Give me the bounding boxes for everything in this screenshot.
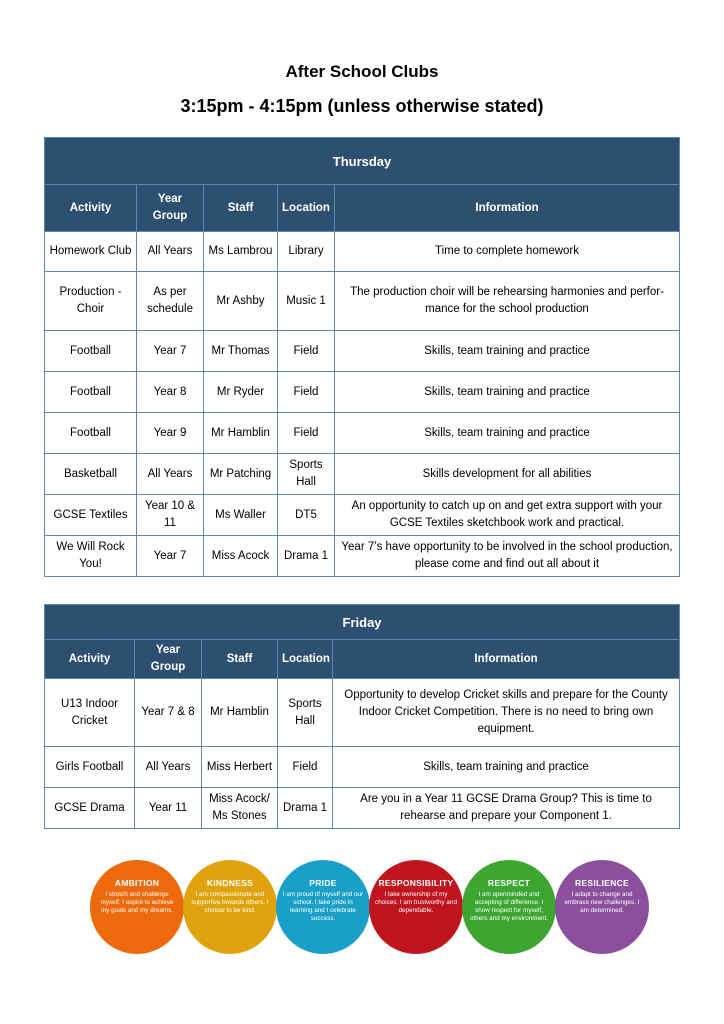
friday-table [44, 604, 680, 829]
staff-cell: Ms Lambrou [204, 232, 278, 272]
location-cell: Drama 1 [278, 536, 335, 577]
thursday-table [44, 137, 680, 577]
year-group-cell: As per schedule [137, 272, 204, 331]
location-cell: Library [278, 232, 335, 272]
value-description: I adapt to change and embrace new challenges. I am determined. [564, 891, 640, 914]
table-row [45, 788, 680, 829]
table-row [45, 536, 680, 577]
activity-cell: Girls Football [45, 747, 135, 788]
staff-cell: Mr Hamblin [202, 679, 278, 747]
staff-cell: Mr Thomas [204, 331, 278, 372]
activity-cell: Homework Club [45, 232, 137, 272]
activity-cell: Basketball [45, 454, 137, 495]
value-ambition-circle [90, 860, 184, 954]
value-resilience-circle [555, 860, 649, 954]
activity-cell: Football [45, 372, 137, 413]
column-header-information: Information [333, 640, 680, 679]
value-description: I take ownership of my choices. I am trustworthy and dependable. [375, 891, 457, 914]
value-description: I am compassionate and supportive towards others. I choose to be kind. [191, 891, 269, 914]
year-group-cell: Year 8 [137, 372, 204, 413]
column-header-staff: Staff [202, 640, 278, 679]
location-cell: Sports Hall [278, 679, 333, 747]
year-group-cell: All Years [137, 232, 204, 272]
value-title: KINDNESS [206, 878, 254, 888]
table-row [45, 454, 680, 495]
activity-cell: We Will Rock You! [45, 536, 137, 577]
year-group-cell: Year 7 & 8 [135, 679, 202, 747]
column-header-activity: Activity [45, 640, 135, 679]
staff-cell: Mr Ashby [204, 272, 278, 331]
column-header-location: Location [278, 640, 333, 679]
activity-cell: Football [45, 331, 137, 372]
staff-cell: Miss Acock/ Ms Stones [202, 788, 278, 829]
information-cell: The production choir will be rehearsing harmonies and perfor- mance for the school production [335, 272, 680, 331]
staff-cell: Miss Acock [204, 536, 278, 577]
staff-cell: Mr Ryder [204, 372, 278, 413]
information-cell: Skills development for all abilities [335, 454, 680, 495]
location-cell: Field [278, 747, 333, 788]
table-row [45, 495, 680, 536]
information-cell: Opportunity to develop Cricket skills and prepare for the County Indoor Cricket Competition. There is no need to bring own equipment. [333, 679, 680, 747]
activity-cell: GCSE Drama [45, 788, 135, 829]
information-cell: Skills, team training and practice [333, 747, 680, 788]
year-group-cell: Year 7 [137, 331, 204, 372]
value-title: PRIDE [309, 878, 337, 888]
value-description: I am openminded and accepting of difference. I show respect for myself, others and my environment. [469, 891, 549, 922]
table-day-heading: Thursday [45, 138, 680, 185]
value-description: I stretch and challenge myself. I aspire to achieve my goals and my dreams. [100, 891, 174, 914]
year-group-cell: All Years [135, 747, 202, 788]
location-cell: Music 1 [278, 272, 335, 331]
table-day-heading: Friday [45, 605, 680, 640]
column-header-year-group: Year Group [137, 185, 204, 232]
value-title: RESPECT [487, 878, 531, 888]
location-cell: Field [278, 413, 335, 454]
column-header-year-group: Year Group [135, 640, 202, 679]
location-cell: Sports Hall [278, 454, 335, 495]
table-row [45, 679, 680, 747]
school-values-banner [90, 860, 650, 954]
activity-cell: U13 Indoor Cricket [45, 679, 135, 747]
year-group-cell: All Years [137, 454, 204, 495]
activity-cell: GCSE Textiles [45, 495, 137, 536]
value-title: AMBITION [114, 878, 160, 888]
page-title: After School Clubs [285, 62, 439, 81]
information-cell: Skills, team training and practice [335, 331, 680, 372]
information-cell: An opportunity to catch up on and get extra support with your GCSE Textiles sketchbook work and practical. [335, 495, 680, 536]
table-row [45, 331, 680, 372]
information-cell: Are you in a Year 11 GCSE Drama Group? This is time to rehearse and prepare your Component 1. [333, 788, 680, 829]
staff-cell: Miss Herbert [202, 747, 278, 788]
value-pride-circle [276, 860, 370, 954]
column-header-staff: Staff [204, 185, 278, 232]
information-cell: Skills, team training and practice [335, 413, 680, 454]
value-kindness-circle [183, 860, 277, 954]
value-responsibility-circle [369, 860, 463, 954]
table-row [45, 413, 680, 454]
staff-cell: Ms Waller [204, 495, 278, 536]
location-cell: Drama 1 [278, 788, 333, 829]
location-cell: DT5 [278, 495, 335, 536]
table-row [45, 232, 680, 272]
activity-cell: Production - Choir [45, 272, 137, 331]
page-subtitle: 3:15pm - 4:15pm (unless otherwise stated) [180, 96, 544, 116]
year-group-cell: Year 11 [135, 788, 202, 829]
value-description: I am proud of myself and our school. I take pride in learning and I celebrate success. [282, 891, 364, 922]
column-header-location: Location [278, 185, 335, 232]
table-row [45, 747, 680, 788]
activity-cell: Football [45, 413, 137, 454]
information-cell: Skills, team training and practice [335, 372, 680, 413]
staff-cell: Mr Hamblin [204, 413, 278, 454]
information-cell: Time to complete homework [335, 232, 680, 272]
value-title: RESILIENCE [574, 878, 629, 888]
staff-cell: Mr Patching [204, 454, 278, 495]
table-row [45, 272, 680, 331]
column-header-information: Information [335, 185, 680, 232]
year-group-cell: Year 7 [137, 536, 204, 577]
location-cell: Field [278, 331, 335, 372]
value-respect-circle [462, 860, 556, 954]
location-cell: Field [278, 372, 335, 413]
table-row [45, 372, 680, 413]
year-group-cell: Year 10 & 11 [137, 495, 204, 536]
value-title: RESPONSIBILITY [378, 878, 454, 888]
year-group-cell: Year 9 [137, 413, 204, 454]
column-header-activity: Activity [45, 185, 137, 232]
information-cell: Year 7’s have opportunity to be involved in the school production, please come and find out all about it [335, 536, 680, 577]
